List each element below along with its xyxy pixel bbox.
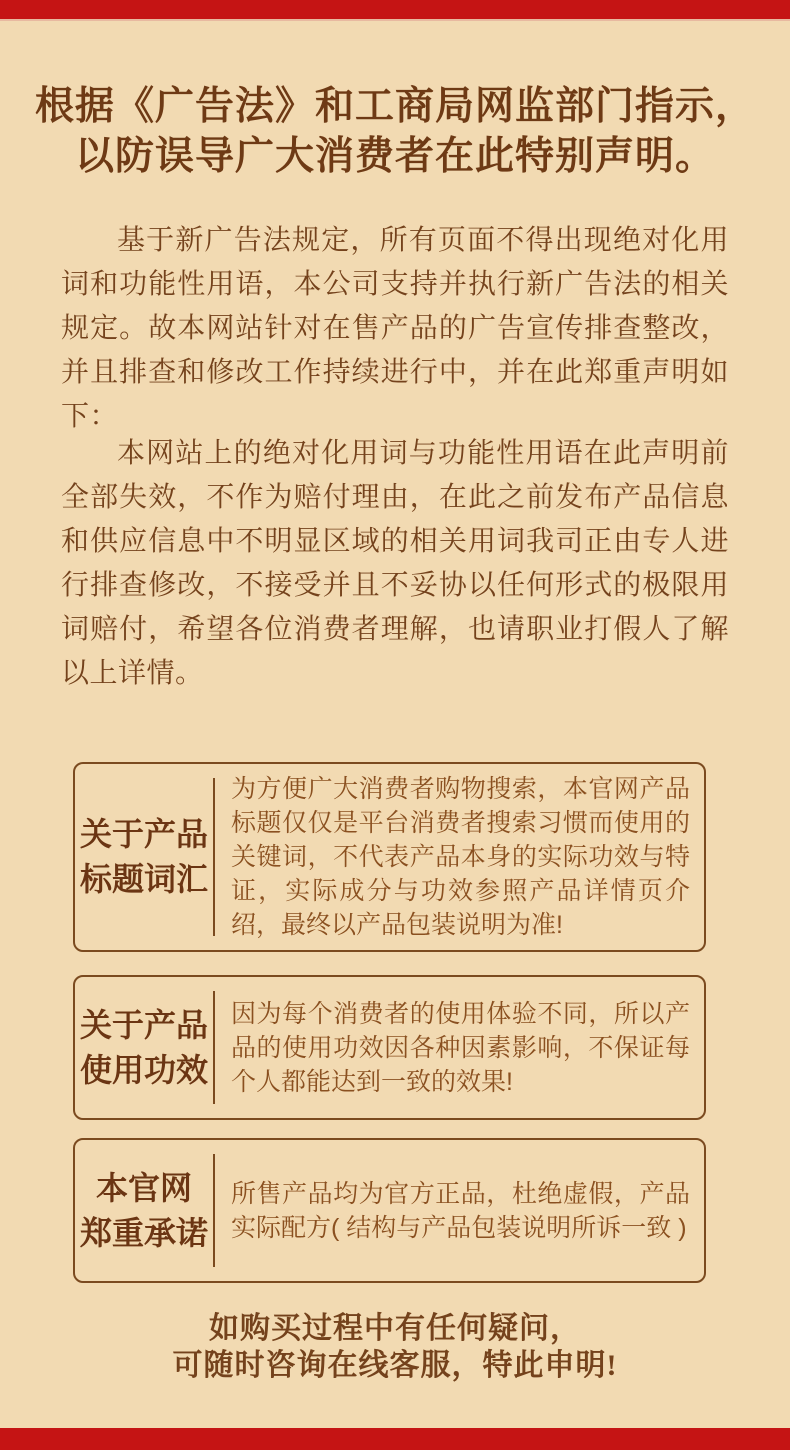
notice-box-usage-effect — [73, 975, 706, 1120]
notice-box-label — [75, 764, 213, 950]
notice-box-label-line2: 使用功效 — [79, 1051, 208, 1088]
notice-box-label — [75, 977, 213, 1118]
notice-box-text — [215, 764, 704, 950]
top-red-bar — [0, 0, 790, 21]
notice-box-label-line2: 郑重承诺 — [79, 1214, 208, 1251]
statement-title-line2: 以防误导广大消费者在此特别声明。 — [74, 135, 715, 178]
footer-note-line2: 可随时咨询在线客服，特此申明! — [172, 1349, 618, 1382]
notice-box-text — [215, 977, 704, 1118]
statement-paragraph-1: 基于新广告法规定，所有页面不得出现绝对化用词和功能性用语，本公司支持并执行新广告法的相关规定。故本网站针对在售产品的广告宣传排查整改，并且排查和修改工作持续进行中，并在此郑重声明如下： — [61, 225, 729, 432]
footer-note — [0, 1310, 790, 1384]
notice-box-text-content: 所售产品均为官方正品，杜绝虚假，产品实际配方( 结构与产品包装说明所诉一致 ) — [231, 1179, 690, 1242]
notice-box-label-line2: 标题词汇 — [79, 861, 208, 897]
statement-title-line1: 根据《广告法》和工商局网监部门指示， — [34, 85, 755, 128]
footer-note-line1: 如购买过程中有任何疑问， — [209, 1312, 581, 1345]
notice-box-label-line1: 本官网 — [95, 1169, 192, 1206]
notice-box-text-content: 为方便广大消费者购物搜索，本官网产品标题仅仅是平台消费者搜索习惯而使用的关键词，不代表产品本身的实际功效与特证，实际成分与功效参照产品详情页介绍，最终以产品包装说明为准! — [231, 775, 690, 939]
statement-title — [0, 82, 790, 182]
notice-box-text-content: 因为每个消费者的使用体验不同，所以产品的使用功效因各种因素影响，不保证每个人都能达到一致的效果! — [231, 999, 690, 1096]
bottom-red-bar — [0, 1428, 790, 1450]
notice-box-label — [75, 1140, 213, 1281]
notice-box-title-keywords — [73, 762, 706, 952]
notice-box-label-line1: 关于产品 — [79, 1006, 208, 1043]
notice-box-label-line1: 关于产品 — [79, 816, 208, 852]
notice-box-text — [215, 1140, 704, 1281]
notice-box-official-promise — [73, 1138, 706, 1283]
statement-paragraph-2: 本网站上的绝对化用词与功能性用语在此声明前全部失效，不作为赔付理由，在此之前发布产品信息和供应信息中不明显区域的相关用词我司正由专人进行排查修改，不接受并且不妥协以任何形式的极限用词赔付，希望各位消费者理解，也请职业打假人了解以上详情。 — [61, 438, 729, 689]
